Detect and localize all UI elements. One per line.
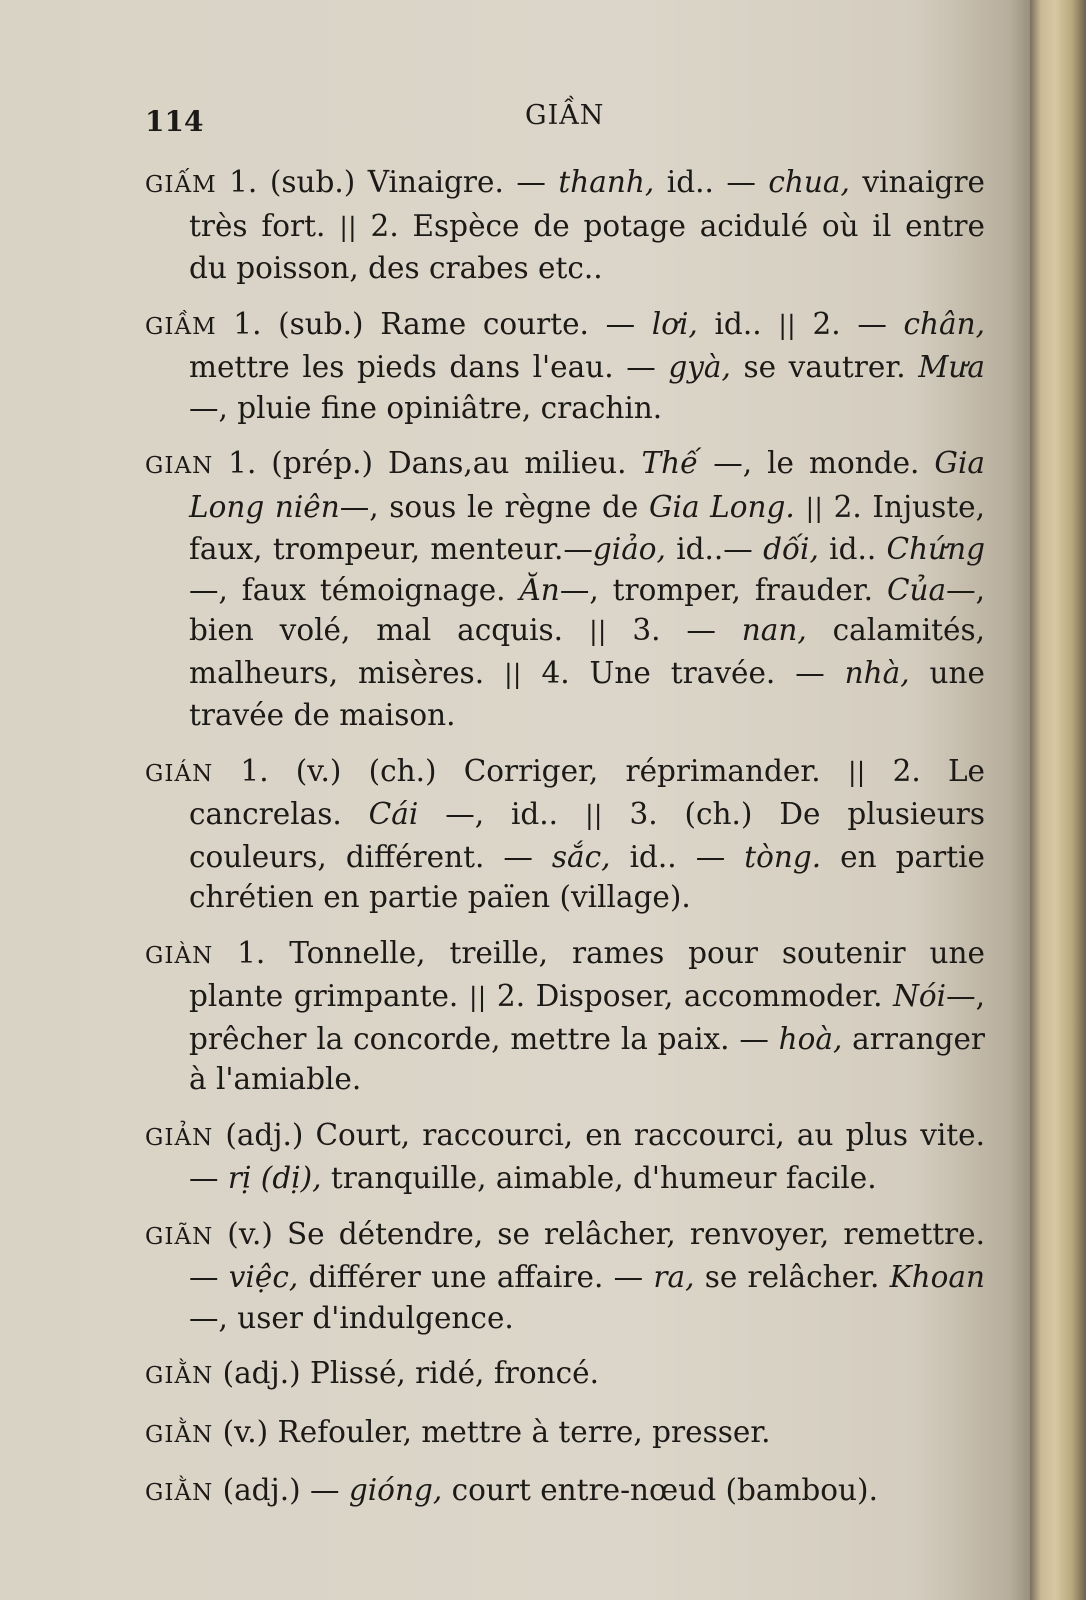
entry-gian-internode — [145, 1470, 985, 1514]
entry-gian-press — [145, 1412, 985, 1456]
entry-text: —, sous le règne de — [339, 489, 649, 524]
entry-text: 2. — — [795, 306, 904, 341]
entry-text: 2. Le cancrelas. — [189, 753, 985, 831]
sense-separator: || — [504, 659, 522, 690]
sense-separator: || — [805, 493, 823, 524]
entry-example: chân, — [903, 306, 986, 341]
page-number: 114 — [145, 105, 204, 138]
entry-example: thanh, — [558, 165, 655, 199]
headword: GIÁN — [145, 760, 214, 787]
running-head: GIẦN — [525, 100, 605, 131]
headword: GIẰN — [145, 1480, 214, 1506]
entry-text: en partie chrétien en partie païen (village). — [189, 839, 985, 914]
entry-example: ra, — [653, 1260, 695, 1294]
sense-separator: || — [468, 983, 487, 1013]
entry-text: 1. Tonnelle, treille, rames pour soutenir une plante grimpante. — [189, 935, 985, 1013]
headword: GIẢN — [145, 1124, 214, 1151]
entry-text: tranquille, aimable, d'humeur facile. — [321, 1161, 877, 1195]
entry-example: Gia Long. — [648, 489, 795, 524]
entry-text: arranger à l'amiable. — [189, 1021, 986, 1096]
entry-example: rị (dị), — [227, 1161, 322, 1195]
sense-separator: || — [339, 212, 357, 243]
entry-text: une travée de maison. — [189, 655, 986, 732]
sense-separator: || — [847, 757, 866, 788]
entry-gian-pleated — [145, 1353, 985, 1397]
entry-giam-oar — [145, 304, 985, 429]
entry-text: mettre les pieds dans l'eau. — — [189, 350, 669, 384]
headword: GIẰN — [145, 1421, 214, 1448]
entry-text: court entre-nœud (bambou). — [442, 1473, 878, 1507]
entry-text: 2. Injuste, faux, trompeur, menteur.— — [189, 489, 985, 566]
sense-separator: || — [588, 617, 607, 647]
entry-text: —, le monde. — [698, 446, 935, 480]
entry-example: Cái — [368, 797, 419, 831]
entry-example: chua, — [768, 165, 850, 199]
entry-text: 2. Disposer, accommoder. — [486, 979, 894, 1013]
entry-text: 2. Espèce de potage acidulé où il entre du poisson, des crabes etc.. — [189, 208, 985, 285]
entry-text: (adj.) — — [213, 1473, 349, 1507]
entry-text: 3. (ch.) De plusieurs couleurs, différent. — — [189, 797, 985, 874]
page-header — [145, 100, 985, 140]
entry-text: —, tromper, frauder. — [559, 572, 887, 607]
entry-text: 4. Une travée. — — [521, 655, 845, 690]
headword: GIAN — [145, 453, 214, 479]
entry-text: différer une affaire. — — [298, 1260, 654, 1294]
entry-example: việc, — [228, 1260, 299, 1294]
entry-example: Nói — [893, 979, 947, 1013]
entry-text: id.. — [697, 306, 779, 341]
entry-text: —, user d'indulgence. — [189, 1300, 514, 1335]
entry-example: Thế — [641, 446, 699, 480]
entry-example: Gia Long niên — [189, 446, 986, 524]
entry-example: hoà, — [778, 1021, 843, 1056]
entry-giam-vinegar — [145, 162, 985, 289]
headword: GIÃN — [145, 1223, 214, 1250]
entry-text: —, bien volé, mal acquis. — [189, 572, 986, 647]
entry-example: Khoan — [889, 1260, 986, 1294]
entry-gian-relax — [145, 1214, 985, 1339]
entry-text: id.. — — [610, 839, 745, 874]
entry-example: gióng, — [348, 1473, 443, 1507]
entry-list — [145, 162, 985, 1529]
entry-text: 1. (sub.) Vinaigre. — — [216, 165, 559, 199]
entry-example: lơi, — [651, 306, 698, 341]
entry-text: calamités, malheurs, misères. — [189, 613, 986, 690]
headword: GIẦM — [145, 313, 217, 340]
entry-example: nhà, — [844, 655, 910, 690]
headword: GIẤM — [145, 172, 217, 198]
entry-text: id.. — [818, 532, 887, 566]
entry-example: Chứng — [886, 532, 986, 566]
entry-text: —, faux témoignage. — [189, 572, 520, 607]
headword: GIẰN — [145, 1363, 214, 1389]
entry-text: id.. — — [654, 165, 769, 199]
entry-gian-correct — [145, 751, 985, 918]
entry-example: giảo, — [592, 532, 666, 566]
sense-separator: || — [778, 310, 796, 341]
entry-text: se relâcher. — [694, 1260, 890, 1294]
entry-text: (v.) Refouler, mettre à terre, presser. — [213, 1414, 771, 1449]
entry-example: sắc, — [551, 839, 611, 874]
entry-text: 1. (sub.) Rame courte. — — [216, 306, 652, 341]
entry-text: 3. — — [606, 613, 742, 647]
entry-text: vinaigre très fort. — [189, 165, 986, 243]
entry-text: —, prêcher la concorde, mettre la paix. — — [189, 979, 985, 1056]
entry-text — [795, 490, 806, 524]
headword: GIÀN — [145, 942, 214, 969]
entry-gian-short — [145, 1115, 985, 1199]
entry-example: Của — [886, 572, 947, 607]
entry-example: gyà, — [668, 350, 731, 384]
entry-text: (v.) Se détendre, se relâcher, renvoyer, remettre. — — [189, 1216, 985, 1294]
entry-gian-trellis — [145, 933, 985, 1100]
book-gutter — [1030, 0, 1086, 1600]
entry-text: 1. (v.) (ch.) Corriger, réprimander. — [213, 753, 848, 788]
entry-example: nan, — [741, 613, 807, 647]
sense-separator: || — [585, 801, 603, 831]
entry-text: (adj.) Court, raccourci, en raccourci, au plus vite. — — [189, 1117, 985, 1195]
entry-example: tòng. — [744, 839, 822, 874]
entry-text: (adj.) Plissé, ridé, froncé. — [213, 1356, 599, 1390]
entry-gian-among — [145, 443, 985, 736]
entry-text: 1. (prép.) Dans,au milieu. — [213, 446, 642, 480]
entry-text: id..— — [665, 532, 764, 566]
entry-text: —, id.. — [418, 797, 585, 831]
entry-example: Ăn — [519, 572, 560, 607]
entry-example: Mưa — [918, 350, 985, 384]
entry-example: dối, — [763, 532, 819, 566]
entry-text: se vautrer. — [730, 350, 919, 384]
entry-text: —, pluie fine opiniâtre, crachin. — [189, 390, 663, 425]
